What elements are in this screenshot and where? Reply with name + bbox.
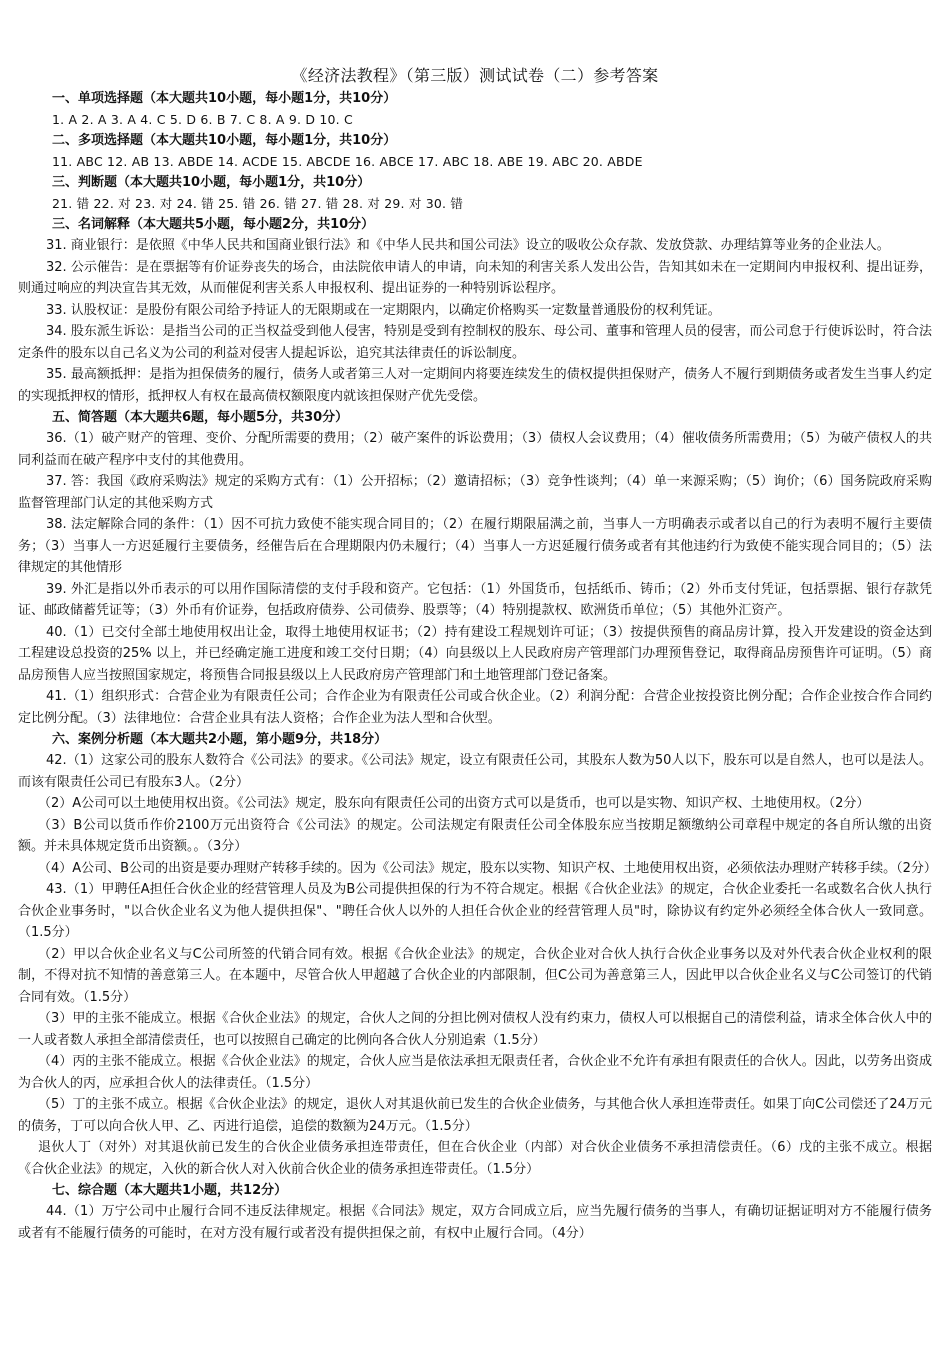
section-heading-case-analysis: 六、案例分析题（本大题共2小题，第小题9分，共18分） [52, 732, 388, 747]
answer-40: 40.（1）已交付全部土地使用权出让金，取得土地使用权证书；（2）持有建设工程规划许可证；（3）按提供预售的商品房计算，投入开发建设的资金达到工程建设总投资的25% 以上，并已经确定施工进度和竣工交付日期；（4）向县级以上人民政府房产管理部门办理预售登记，取得商品房预售许可证明。（5）商品房预售人应当按照国家规定，将预售合同报县级以上人民政府房产管理部门和土地管理部门登记备案。 [18, 624, 932, 683]
page-title: 《经济法教程》（第三版）测试试卷（二）参考答案 [291, 66, 659, 85]
section-heading-multiple-choice: 二、多项选择题（本大题共10小题，每小题1分，共10分） [52, 133, 397, 148]
section-heading-true-false: 三、判断题（本大题共10小题，每小题1分，共10分） [52, 175, 371, 190]
answer-32: 32. 公示催告：是在票据等有价证券丧失的场合，由法院依申请人的申请，向未知的利害关系人发出公告，告知其如未在一定期间内申报权利、提出证券，则通过响应的判决宣告其无效，从而催促利害关系人申报权利、提出证券的一种特别诉讼程序。 [18, 259, 932, 296]
answer-31: 31. 商业银行：是依照《中华人民共和国商业银行法》和《中华人民共和国公司法》设立的吸收公众存款、发放贷款、办理结算等业务的企业法人。 [46, 238, 890, 253]
answer-36: 36.（1）破产财产的管理、变价、分配所需要的费用；（2）破产案件的诉讼费用；（3）债权人会议费用；（4）催收债务所需费用；（5）为破产债权人的共同利益而在破产程序中支付的其他费用。 [18, 431, 932, 468]
answers-multiple-choice: 11. ABC 12. AB 13. ABDE 14. ACDE 15. ABCDE 16. ABCE 17. ABC 18. ABE 19. ABC 20. ABDE [52, 154, 643, 169]
section-heading-definitions: 三、名词解释（本大题共5小题，每小题2分，共10分） [52, 217, 375, 232]
answer-34: 34. 股东派生诉讼：是指当公司的正当权益受到他人侵害，特别是受到有控制权的股东、母公司、董事和管理人员的侵害，而公司怠于行使诉讼时，符合法定条件的股东以自己名义为公司的利益对侵害人提起诉讼，追究其法律责任的诉讼制度。 [18, 324, 932, 361]
answer-43-part5: （5）丁的主张不成立。根据《合伙企业法》的规定，退伙人对其退伙前已发生的合伙企业债务，与其他合伙人承担连带责任。如果丁向C公司偿还了24万元的债务，丁可以向合伙人甲、乙、丙进行追偿，追偿的数额为24万元。（1.5分） [18, 1097, 932, 1134]
answer-41: 41.（1）组织形式：合营企业为有限责任公司；合作企业为有限责任公司或合伙企业。（2）利润分配：合营企业按投资比例分配；合作企业按合作合同约定比例分配。（3）法律地位：合营企业具有法人资格；合作企业为法人型和合伙型。 [18, 689, 932, 726]
answer-33: 33. 认股权证：是股份有限公司给予持证人的无限期或在一定期限内，以确定价格购买一定数量普通股份的权利凭证。 [46, 302, 721, 318]
answer-42-part1: 42.（1）这家公司的股东人数符合《公司法》的要求。《公司法》规定，设立有限责任公司，其股东人数为50人以下，股东可以是自然人，也可以是法人。而该有限责任公司已有股东3人。（2分） [18, 753, 932, 790]
answers-true-false: 21. 错 22. 对 23. 对 24. 错 25. 错 26. 错 27. 错 28. 对 29. 对 30. 错 [52, 196, 464, 211]
answer-42-part4: （4）A公司、B公司的出资是要办理财产转移手续的。因为《公司法》规定，股东以实物、知识产权、土地使用权出资，必须依法办理财产转移手续。（2分） [38, 860, 937, 876]
answer-43-part1: 43.（1）甲聘任A担任合伙企业的经营管理人员及为B公司提供担保的行为不符合规定。根据《合伙企业法》的规定，合伙企业委托一名或数名合伙人执行合伙企业事务时，"以合伙企业名义为他人提供担保"、"聘任合伙人以外的人担任合伙企业的经营管理人员"时，除协议有约定外必须经全体合伙人一致同意。（1.5分） [18, 882, 932, 940]
section-heading-comprehensive: 七、综合题（本大题共1小题，共12分） [52, 1183, 288, 1198]
answers-single-choice: 1. A 2. A 3. A 4. C 5. D 6. B 7. C 8. A 9. D 10. C [52, 112, 353, 127]
answer-42-part3: （3）B公司以货币作价2100万元出资符合《公司法》的规定。公司法规定有限责任公司全体股东应当按期足额缴纳公司章程中规定的各自所认缴的出资额。并未具体规定货币出资额。。（3分） [18, 817, 932, 854]
answer-37: 37. 答：我国《政府采购法》规定的采购方式有：（1）公开招标；（2）邀请招标；（3）竞争性谈判；（4）单一来源采购；（5）询价；（6）国务院政府采购监督管理部门认定的其他采购方式 [18, 474, 932, 511]
answer-43-part4: （4）丙的主张不能成立。根据《合伙企业法》的规定，合伙人应当是依法承担无限责任者，合伙企业不允许有承担有限责任的合伙人。因此，以劳务出资成为合伙人的丙，应承担合伙人的法律责任。（1.5分） [18, 1054, 932, 1091]
answer-35: 35. 最高额抵押：是指为担保债务的履行，债务人或者第三人对一定期间内将要连续发生的债权提供担保财产，债务人不履行到期债务或者发生当事人约定的实现抵押权的情形，抵押权人有权在最高债权额限度内就该担保财产优先受偿。 [18, 367, 932, 404]
answer-44: 44.（1）万宁公司中止履行合同不违反法律规定。根据《合同法》规定，双方合同成立后，应当先履行债务的当事人，有确切证据证明对方不能履行债务或者有不能履行债务的可能时，在对方没有履行或者没有提供担保之前，有权中止履行合同。（4分） [18, 1204, 932, 1241]
answer-43-part3: （3）甲的主张不能成立。根据《合伙企业法》的规定，合伙人之间的分担比例对债权人没有约束力，债权人可以根据自己的清偿利益，请求全体合伙人中的一人或者数人承担全部清偿责任，也可以按照自己确定的比例向各合伙人分别追索（1.5分） [18, 1011, 932, 1048]
answer-43-part2: （2）甲以合伙企业名义与C公司所签的代销合同有效。根据《合伙企业法》的规定，合伙企业对合伙人执行合伙企业事务以及对外代表合伙企业权利的限制，不得对抗不知情的善意第三人。在本题中，尽管合伙人甲超越了合伙企业的内部限制，但C公司为善意第三人，因此甲以合伙企业名义与C公司签订的代销合同有效。（1.5分） [18, 946, 932, 1005]
answer-39: 39. 外汇是指以外币表示的可以用作国际清偿的支付手段和资产。它包括：（1）外国货币，包括纸币、铸币；（2）外币支付凭证，包括票据、银行存款凭证、邮政储蓄凭证等；（3）外币有价证券，包括政府债券、公司债券、股票等；（4）特别提款权、欧洲货币单位；（5）其他外汇资产。 [18, 581, 932, 618]
answer-38: 38. 法定解除合同的条件：（1）因不可抗力致使不能实现合同目的；（2）在履行期限届满之前，当事人一方明确表示或者以自己的行为表明不履行主要债务；（3）当事人一方迟延履行主要债务，经催告后在合理期限内仍未履行；（4）当事人一方迟延履行债务或者有其他违约行为致使不能实现合同目的；（5）法律规定的其他情形 [18, 517, 932, 575]
answer-43-part6: 退伙人丁（对外）对其退伙前已发生的合伙企业债务承担连带责任，但在合伙企业（内部）对合伙企业债务不承担清偿责任。（6）戊的主张不成立。根据《合伙企业法》的规定，入伙的新合伙人对入伙前合伙企业的债务承担连带责任。（1.5分） [18, 1140, 932, 1177]
answer-42-part2: （2）A公司可以土地使用权出资。《公司法》规定，股东向有限责任公司的出资方式可以是货币，也可以是实物、知识产权、土地使用权。（2分） [38, 796, 870, 811]
section-heading-single-choice: 一、单项选择题（本大题共10小题，每小题1分，共10分） [52, 91, 397, 106]
section-heading-short-answer: 五、简答题（本大题共6题，每小题5分，共30分） [52, 410, 349, 425]
